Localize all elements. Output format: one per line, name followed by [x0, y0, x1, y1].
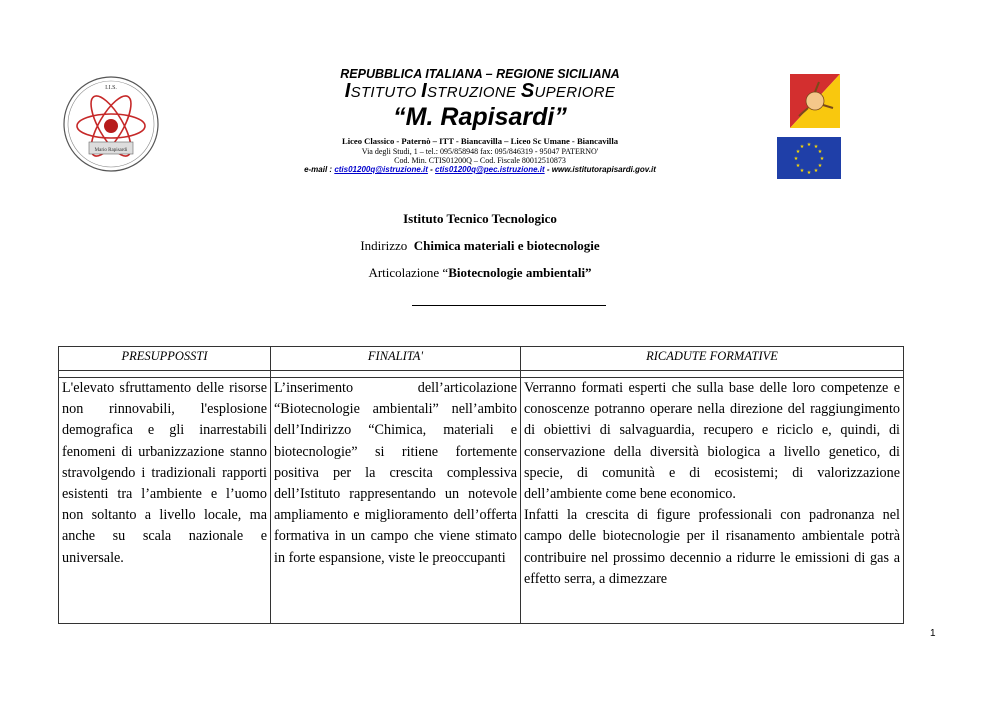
sicily-region-flag-icon: [790, 74, 840, 128]
ricadute-paragraph-1: Verranno formati esperti che sulla base delle loro competenze e conoscenze potranno operare nella direzione del raggiungimento di obiettivi di salvaguardia, recupero e riciclo e, quindi, di conservazione della diversità biologica a livello genetico, di specie, di comunità e di ecosistemi; di valorizzazione dell’ambiente come bene economico.: [524, 380, 900, 503]
svg-text:★: ★: [806, 170, 812, 176]
svg-text:★: ★: [813, 144, 819, 150]
curriculum-table: [58, 346, 904, 624]
header-presupposti: PRESUPPOSSTI: [59, 347, 271, 371]
svg-text:★: ★: [793, 156, 799, 162]
institute-heading: ISTITUTO ISTRUZIONE SUPERIORE: [344, 80, 616, 102]
svg-text:★: ★: [819, 156, 825, 162]
table-header-row: [59, 347, 904, 371]
title-divider: [412, 305, 606, 306]
articolazione-line: Articolazione “Biotecnologie ambientali”: [368, 265, 592, 280]
codes-line: Cod. Min. CTIS01200Q – Cod. Fiscale 80012510873: [394, 156, 566, 165]
iis-crest-logo: [62, 74, 160, 174]
svg-text:★: ★: [795, 163, 801, 169]
indirizzo-value: Chimica materiali e biotecnologie: [413, 238, 600, 253]
svg-text:★: ★: [795, 149, 801, 155]
header-ricadute: RICADUTE FORMATIVE: [521, 347, 904, 371]
table-spacer-row: [59, 371, 904, 378]
schools-line: Liceo Classico - Paternò – ITT - Biancavilla – Liceo Sc Umane - Biancavilla: [341, 136, 619, 146]
website-text: - www.istitutorapisardi.gov.it: [544, 165, 656, 174]
svg-text:★: ★: [817, 163, 823, 169]
table-row: [59, 378, 904, 624]
svg-text:★: ★: [799, 168, 805, 174]
ricadute-paragraph-2: Infatti la crescita di figure professionali con padronanza nel campo delle biotecnologie per il risanamento ambientale potrà contribuire nel prossimo decennio a ridurre le emissioni di gas a effetto serra, a dimezzare: [524, 507, 900, 587]
svg-text:★: ★: [813, 168, 819, 174]
european-union-flag-icon: [777, 137, 841, 179]
email-link[interactable]: ctis01200q@istruzione.it: [334, 165, 428, 174]
header-finalita: FINALITA': [271, 347, 521, 371]
pec-email-link[interactable]: ctis01200q@pec.istruzione.it: [435, 165, 545, 174]
cell-presupposti: L'elevato sfruttamento delle risorse non rinnovabili, l'esplosione demografica e gli inarrestabili fenomeni di urbanizzazione stanno stravolgendo i tradizionali rapporti esistenti tra l’ambiente e l’uomo non soltanto a livello locale, ma anche su scala nazionale e universale.: [59, 378, 271, 624]
cell-finalita: L’inserimento dell’articolazione “Biotecnologie ambientali” nell’ambito dell’Indirizzo “Chimica, materiali e biotecnologie” si ritiene fortemente positiva per la crescita complessiva dell’Istituto rappresentando un notevole ampliamento e miglioramento dell’offerta formativa in un campo che viene stimato in forte espansione, viste le preoccupanti: [271, 378, 521, 624]
republic-heading: REPUBBLICA ITALIANA – REGIONE SICILIANA: [340, 67, 620, 81]
contacts-line: e-mail : ctis01200q@istruzione.it - ctis01200q@pec.istruzione.it - www.istitutorapisardi.gov.it: [304, 165, 656, 174]
svg-text:★: ★: [799, 144, 805, 150]
school-name-heading: “M. Rapisardi”: [393, 103, 567, 131]
svg-text:Mario Rapisardi: Mario Rapisardi: [94, 148, 128, 153]
indirizzo-line: Indirizzo Chimica materiali e biotecnologie: [360, 238, 600, 253]
svg-text:★: ★: [806, 142, 812, 148]
document-title: Istituto Tecnico Tecnologico: [403, 211, 557, 226]
svg-text:I.I.S.: I.I.S.: [105, 85, 117, 91]
articolazione-value: Biotecnologie ambientali”: [448, 265, 592, 280]
page-number: 1: [930, 628, 936, 639]
cell-ricadute: [521, 378, 904, 624]
address-line: Via degli Studi, 1 – tel.: 095/858948 fax: 095/846319 - 95047 PATERNO': [361, 147, 599, 156]
svg-text:★: ★: [817, 149, 823, 155]
email-label: e-mail :: [304, 165, 333, 174]
